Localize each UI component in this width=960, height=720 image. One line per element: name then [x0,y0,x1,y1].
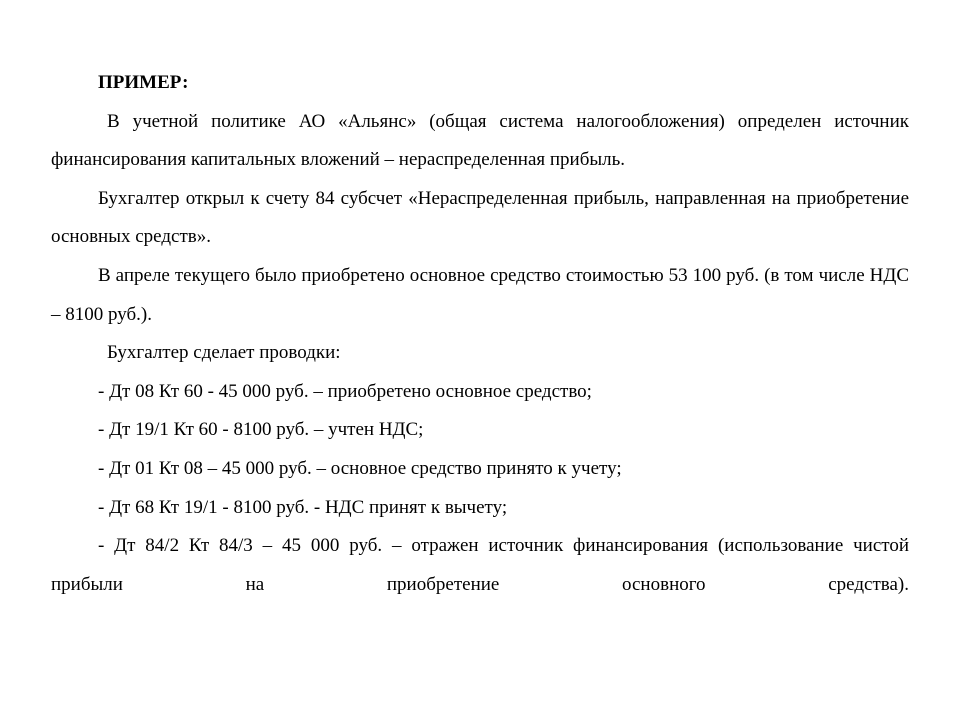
paragraph-subaccount: Бухгалтер открыл к счету 84 субсчет «Нераспределенная прибыль, направленная на приобретение основных средств». [51,187,909,248]
entry-line-1: - Дт 08 Кт 60 - 45 000 руб. – приобретено основное средство; [98,380,592,402]
paragraph-accounting-policy: В учетной политике АО «Альянс» (общая система налогообложения) определен источник финансирования капитальных вложений – нераспределенная прибыль. [51,110,909,171]
entry-line-5: - Дт 84/2 Кт 84/3 – 45 000 руб. – отражен источник финансирования (использование чистой прибыли на приобретение основного средства). [51,535,909,595]
example-text-block [51,64,909,604]
paragraph-purchase: В апреле текущего было приобретено основное средство стоимостью 53 100 руб. (в том числе НДС – 8100 руб.). [51,264,909,325]
entry-line-3: - Дт 01 Кт 08 – 45 000 руб. – основное средство принято к учету; [98,457,622,479]
paragraph-entries-intro: Бухгалтер сделает проводки: [107,342,341,364]
entry-line-4: - Дт 68 Кт 19/1 - 8100 руб. - НДС принят к вычету; [98,496,508,518]
entry-line-2: - Дт 19/1 Кт 60 - 8100 руб. – учтен НДС; [98,419,424,441]
example-heading: ПРИМЕР: [98,72,189,93]
